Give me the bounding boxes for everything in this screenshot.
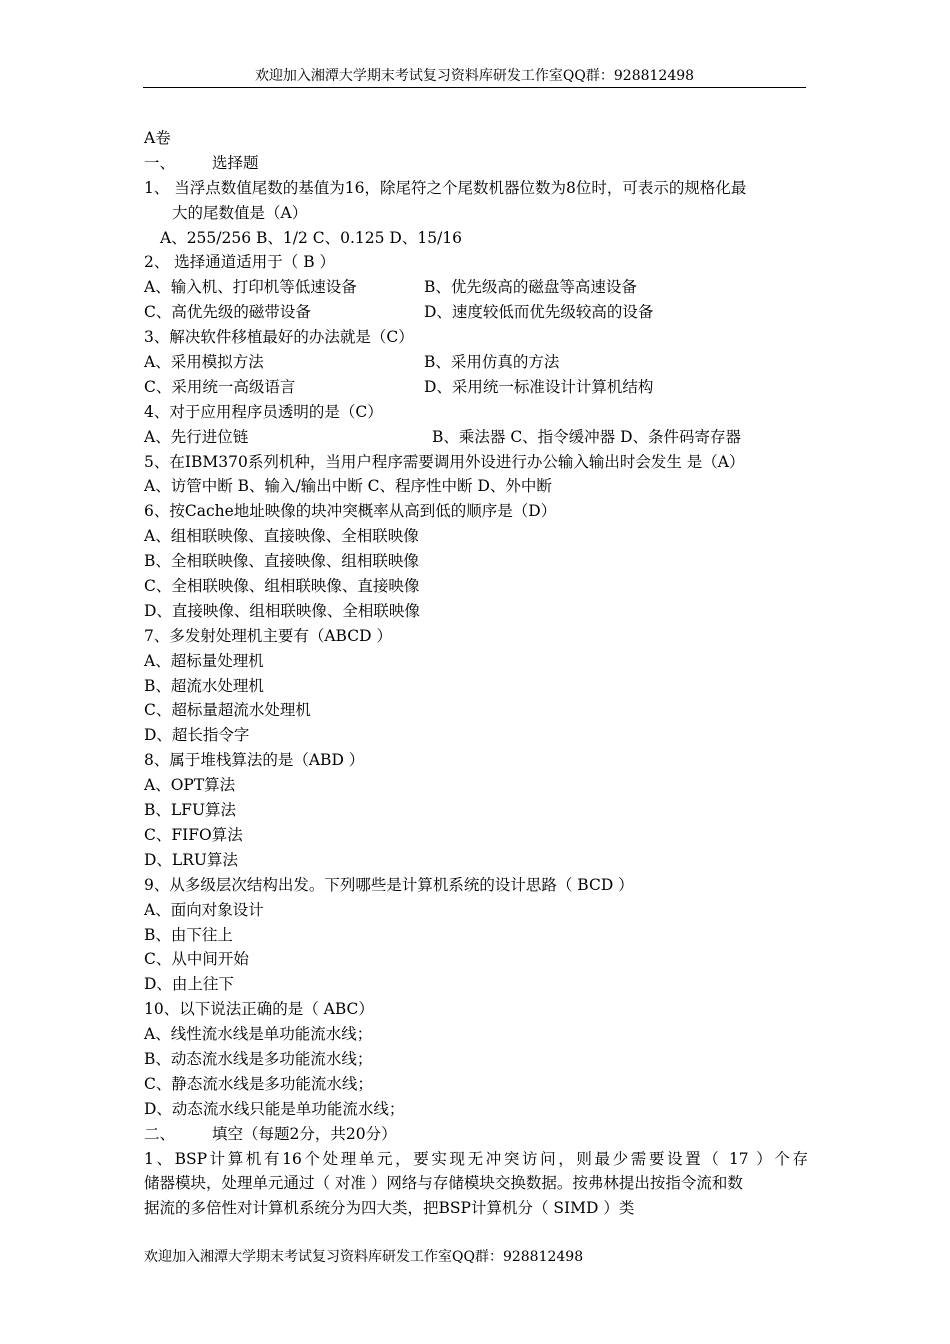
q9-option-b: B、由下往上: [144, 925, 233, 944]
q8-option-c: C、FIFO算法: [144, 825, 243, 844]
fill1-line2: 储器模块，处理单元通过（ 对准 ）网络与存储模块交换数据。按弗林提出按指令流和数: [144, 1174, 743, 1193]
q9-option-d: D、由上往下: [144, 975, 234, 994]
q3-options-row2: [144, 375, 808, 400]
q7-option-b: B、超流水处理机: [144, 676, 264, 695]
q6-option-b: B、全相联映像、直接映像、组相联映像: [144, 552, 419, 571]
q2-stem: 2、 选择通道适用于（ B ）: [144, 253, 336, 272]
q8-option-a: A、OPT算法: [144, 776, 236, 795]
q10-option-c: C、静态流水线是多功能流水线；: [144, 1074, 373, 1093]
q2-option-a: A、输入机、打印机等低速设备: [144, 278, 357, 297]
q4-options-bcd: B、乘法器 C、指令缓冲器 D、条件码寄存器: [432, 427, 742, 446]
q10-option-d: D、动态流水线只能是单功能流水线；: [144, 1099, 405, 1118]
section-2-heading: [144, 1122, 808, 1147]
page-header: 欢迎加入湘潭大学期末考试复习资料库研发工作室QQ群：928812498: [254, 68, 695, 84]
q8-option-d: D、LRU算法: [144, 850, 238, 869]
q8-option-b: B、LFU算法: [144, 801, 237, 820]
q7-stem: 7、多发射处理机主要有（ABCD ）: [144, 626, 392, 645]
q10-option-a: A、线性流水线是单功能流水线；: [144, 1025, 373, 1044]
q2-options-row2: [144, 300, 808, 325]
q6-option-c: C、全相联映像、组相联映像、直接映像: [144, 577, 420, 596]
fill1-text-part1: 1、BSP计算机有16个处理单元，要实现无冲突访问，则最少需要设置（: [144, 1149, 722, 1168]
q7-option-d: D、超长指令字: [144, 726, 250, 745]
paper-title: A卷: [144, 129, 171, 147]
q6-stem: 6、按Cache地址映像的块冲突概率从高到低的顺序是（D）: [144, 502, 557, 521]
q3-option-c: C、采用统一高级语言: [144, 377, 296, 396]
q9-stem: 9、从多级层次结构出发。下列哪些是计算机系统的设计思路（ BCD ）: [144, 875, 634, 894]
header-rule: [143, 87, 806, 88]
q4-option-a: A、先行进位链: [144, 427, 249, 446]
q8-stem: 8、属于堆栈算法的是（ABD ）: [144, 751, 365, 770]
section-1-heading: [144, 151, 808, 176]
q6-option-a: A、组相联映像、直接映像、全相联映像: [144, 527, 419, 546]
q7-option-c: C、超标量超流水处理机: [144, 701, 311, 720]
q9-option-c: C、从中间开始: [144, 950, 249, 969]
q5-stem: 5、在IBM370系列机种，当用户程序需要调用外设进行办公输入输出时会发生 是（A）: [144, 452, 745, 471]
q9-option-a: A、面向对象设计: [144, 900, 264, 919]
q3-option-b: B、采用仿真的方法: [424, 353, 560, 372]
q2-option-d: D、速度较低而优先级较高的设备: [424, 303, 654, 322]
q2-option-c: C、高优先级的磁带设备: [144, 303, 311, 322]
q10-stem: 10、以下说法正确的是（ ABC）: [144, 1000, 374, 1019]
q7-option-a: A、超标量处理机: [144, 651, 264, 670]
section-1-title: 选择题: [212, 153, 259, 172]
section-2-number: 二、: [144, 1124, 176, 1143]
fill1-line1: [144, 1147, 808, 1172]
q3-stem: 3、解决软件移植最好的办法就是（C）: [144, 328, 414, 347]
q3-options-row1: [144, 350, 808, 375]
q2-option-b: B、优先级高的磁盘等高速设备: [424, 278, 637, 297]
q5-options: A、访管中断 B、输入/输出中断 C、程序性中断 D、外中断: [144, 477, 552, 496]
q3-option-a: A、采用模拟方法: [144, 353, 264, 372]
q6-option-d: D、直接映像、组相联映像、全相联映像: [144, 601, 420, 620]
page-footer: 欢迎加入湘潭大学期末考试复习资料库研发工作室QQ群：928812498: [144, 1249, 584, 1265]
q1-options: A、255/256 B、1/2 C、0.125 D、15/16: [160, 228, 463, 247]
section-1-number: 一、: [144, 153, 176, 172]
section-2-title: 填空（每题2分，共20分）: [212, 1124, 397, 1143]
fill1-answer-1: 17: [728, 1149, 749, 1168]
q4-options: [144, 425, 808, 450]
q10-option-b: B、动态流水线是多功能流水线；: [144, 1049, 373, 1068]
q1-stem-line1: 1、 当浮点数值尾数的基值为16，除尾符之个尾数机器位数为8位时，可表示的规格化最: [144, 178, 747, 197]
exam-content: [144, 126, 808, 1221]
fill1-line3: 据流的多倍性对计算机系统分为四大类，把BSP计算机分（ SIMD ）类: [144, 1199, 635, 1218]
q3-option-d: D、采用统一标准设计计算机结构: [424, 377, 654, 396]
fill1-text-part2: ）个存: [756, 1149, 808, 1168]
q2-options-row1: [144, 275, 808, 300]
q1-stem-line2: 大的尾数值是（A）: [172, 203, 308, 222]
q4-stem: 4、对于应用程序员透明的是（C）: [144, 402, 383, 421]
